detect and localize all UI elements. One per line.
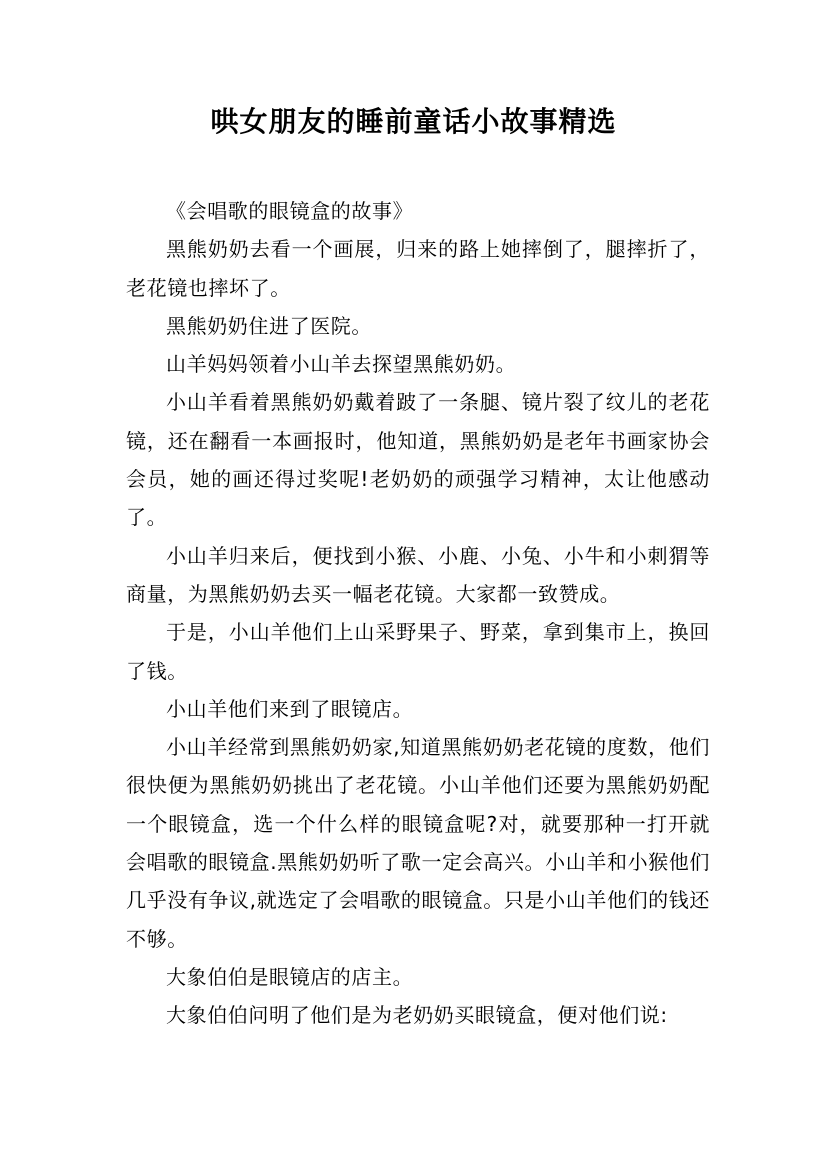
document-body (126, 192, 710, 1035)
story-title-paragraph: 《会唱歌的眼镜盒的故事》 (166, 199, 414, 223)
paragraph: 小山羊他们来到了眼镜店。 (166, 696, 414, 721)
paragraph: 小山羊归来后，便找到小猴、小鹿、小兔、小牛和小刺猬等商量，为黑熊奶奶去买一幅老花镜。大家都一致赞成。 (126, 543, 710, 606)
paragraph: 小山羊看着黑熊奶奶戴着跛了一条腿、镜片裂了纹儿的老花镜，还在翻看一本画报时，他知道，黑熊奶奶是老年书画家协会会员，她的画还得过奖呢!老奶奶的顽强学习精神，太让他感动了。 (126, 390, 710, 530)
paragraph: 于是，小山羊他们上山采野果子、野菜，拿到集市上，换回了钱。 (126, 620, 710, 683)
paragraph: 小山羊经常到黑熊奶奶家,知道黑熊奶奶老花镜的度数，他们很快便为黑熊奶奶挑出了老花镜。小山羊他们还要为黑熊奶奶配一个眼镜盒，选一个什么样的眼镜盒呢?对，就要那种一打开就会唱歌的眼镜盒.黑熊奶奶听了歌一定会高兴。小山羊和小猴他们几乎没有争议,就选定了会唱歌的眼镜盒。只是小山羊他们的钱还不够。 (126, 735, 710, 951)
paragraph: 大象伯伯问明了他们是为老奶奶买眼镜盒，便对他们说: (166, 1003, 668, 1028)
document-title: 哄女朋友的睡前童话小故事精选 (210, 105, 617, 138)
paragraph: 黑熊奶奶住进了医院。 (166, 313, 372, 338)
paragraph: 黑熊奶奶去看一个画展，归来的路上她摔倒了，腿摔折了，老花镜也摔坏了。 (126, 237, 710, 300)
paragraph: 山羊妈妈领着小山羊去探望黑熊奶奶。 (166, 352, 517, 377)
paragraph: 大象伯伯是眼镜店的店主。 (166, 964, 414, 989)
